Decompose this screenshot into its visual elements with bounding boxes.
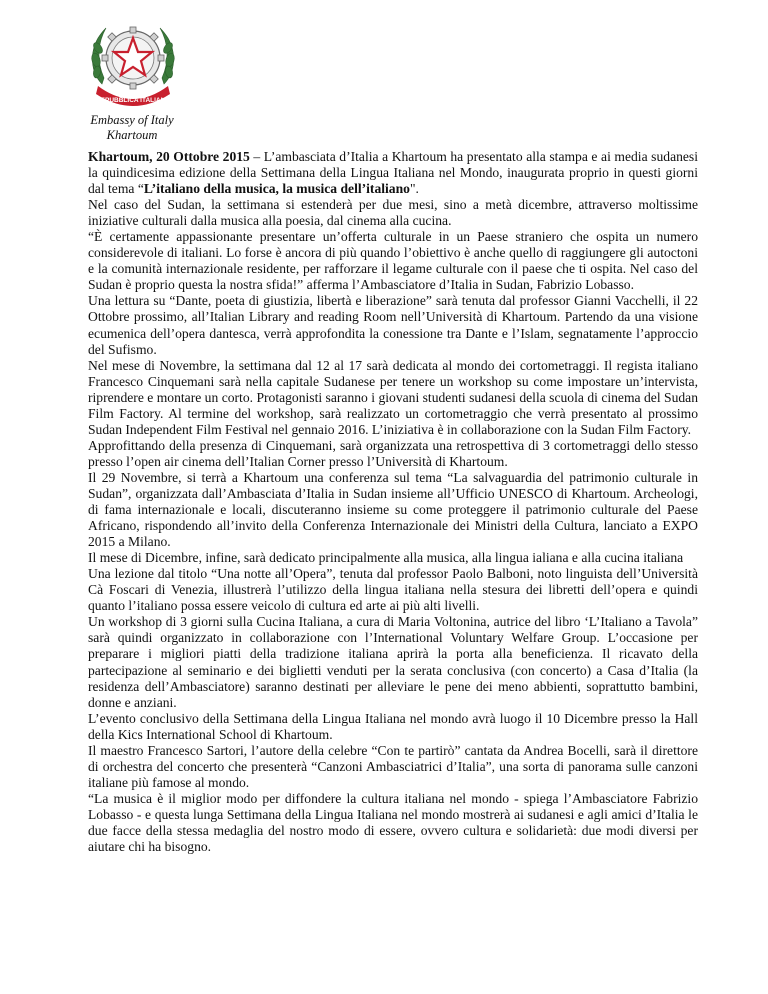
paragraph-unesco-conference: Il 29 Novembre, si terrà a Khartoum una conferenza sul tema “La salvaguardia del patrimonio culturale in Sudan”, organizzata dall’Ambasciata d’Italia in Sudan insieme all’Ufficio UNESCO di Khartoum. Archeologi, di fama internazionale e locali, discuteranno insieme su come proteggere il patrimonio culturale del Paese Africano, rispondendo all’invito della Conferenza Internazionale dei Ministri della Cultura, lanciato a EXPO 2015 a Milano.: [88, 469, 698, 550]
paragraph-ambassador-quote: “È certamente appassionante presentare un’offerta culturale in un Paese straniero che ospita un numero considerevole di italiani. Lo forse è ancora di più quando l’obiettivo è anche quello di raggiungere gli autoctoni e la comunità internazionale residente, per rafforzare il legame culturale con il paese che ti ospita. Nel caso del Sudan è proprio questa la nostra sfida!” afferma l’Ambasciatore d’Italia in Sudan, Fabrizio Lobasso.: [88, 229, 698, 293]
paragraph-retrospective: Approfittando della presenza di Cinquemani, sarà organizzata una retrospettiva di 3 cortometraggi dello stesso presso l’open air cinema dell’Italian Corner presso l’Università di Khartoum.: [88, 437, 698, 469]
paragraph-closing-event: L’evento conclusivo della Settimana della Lingua Italiana nel mondo avrà luogo il 10 Dicembre presso la Hall della Kics International School di Khartoum.: [88, 710, 698, 742]
svg-text:REPUBBLICA ITALIANA: REPUBBLICA ITALIANA: [95, 97, 171, 104]
paragraph-december: Il mese di Dicembre, infine, sarà dedicato principalmente alla musica, alla lingua ialiana e alla cucina italiana: [88, 550, 684, 566]
paragraph-sudan-duration: Nel caso del Sudan, la settimana si estenderà per due mesi, sino a metà dicembre, attraverso moltissime iniziative culturali dalla musica alla poesia, dal cinema alla cucina.: [88, 197, 698, 229]
embassy-name: Embassy of Italy: [90, 113, 174, 127]
paragraph-final-quote: “La musica è il miglior modo per diffondere la cultura italiana nel mondo - spiega l’Ambasciatore Fabrizio Lobasso - e questa lunga Settimana della Lingua Italiana nel mondo mostrerà ai sudanesi e agli amici d’Italia le due facce della stessa medaglia del nostro modo di essere, ovvero cultura e solidarietà: due modi diversi per aiutare chi ha bisogno.: [88, 790, 698, 855]
italian-republic-emblem: [84, 12, 182, 112]
paragraph-cooking-workshop: Un workshop di 3 giorni sulla Cucina Italiana, a cura di Maria Voltonina, autrice del libro ‘L’Italiano a Tavola” sarà quindi organizzato in collaborazione con l’International Voluntary Welfare Group. L’occasione per preparare i migliori piatti della tradizione italiana aprirà la porta alla beneficienza. Il ricavato della partecipazione al seminario e dei biglietti venduti per la serata conclusiva (con concerto) a Casa d’Italia (la residenza dell’Ambasciatore) saranno destinati per alleviare le pene dei meno abbienti, soprattutto bambini, donne e anziani.: [88, 614, 698, 710]
theme-title: L’italiano della musica, la musica dell’italiano: [143, 181, 410, 197]
paragraph-opera-lecture: Una lezione dal titolo “Una notte all’Opera”, tenuta dal professor Paolo Balboni, noto linguista dell’Università Cà Foscari di Venezia, illustrerà l’utilizzo della lingua italiana nella stesura dei libretti dell’opera e quindi quanto l’italiano possa essere veicolo di cultura ed arte ai più alti livelli.: [88, 566, 698, 614]
dateline: Khartoum, 20 Ottobre 2015: [88, 149, 250, 164]
paragraph-dante-lecture: Una lettura su “Dante, poeta di giustizia, libertà e liberazione” sarà tenuta dal professor Gianni Vacchelli, il 22 Ottobre prossimo, all’Italian Library and reading Room nell’Università di Khartoum. Partendo da una visione ecumenica dell’opera dantesca, verrà approfondita la conessione tra Dante e l’Islam, segnatamente l’approccio del Sufismo.: [88, 293, 698, 357]
intro-text-b: ".: [409, 181, 419, 197]
paragraph-short-films: Nel mese di Novembre, la settimana dal 12 al 17 sarà dedicata al mondo dei cortometraggi. Il regista italiano Francesco Cinquemani sarà nella capitale Sudanese per tenere un workshop su come impostare un’intervista, riprendere e montare un corto. Protagonisti saranno i giovani studenti sudanesi della scuola di cinema del Sudan Film Factory. Al termine del workshop, sarà realizzato un cortometraggio che verrà presentato al prossimo Sudan Independent Film Festival nel gennaio 2016. L’iniziativa è in collaborazione con la Sudan Film Factory.: [88, 357, 698, 437]
embassy-header: [83, 113, 181, 143]
embassy-city: Khartoum: [106, 128, 158, 142]
paragraph-intro: [88, 149, 698, 197]
intro-text-a: – L’ambasciata d’Italia a Khartoum ha presentato alla stampa e ai media sudanesi la quindicesima edizione della Settimana della Lingua Italiana nel Mondo, inaugurata proprio in questi giorni dal tema “: [88, 149, 698, 197]
press-release-body: [88, 149, 698, 855]
paragraph-concert: Il maestro Francesco Sartori, l’autore della celebre “Con te partirò” cantata da Andrea Bocelli, sarà il direttore di orchestra del concerto che presenterà “Canzoni Ambasciatrici d’Italia”, una sorta di panorama sulle canzoni italiane più famose al mondo.: [88, 742, 698, 790]
